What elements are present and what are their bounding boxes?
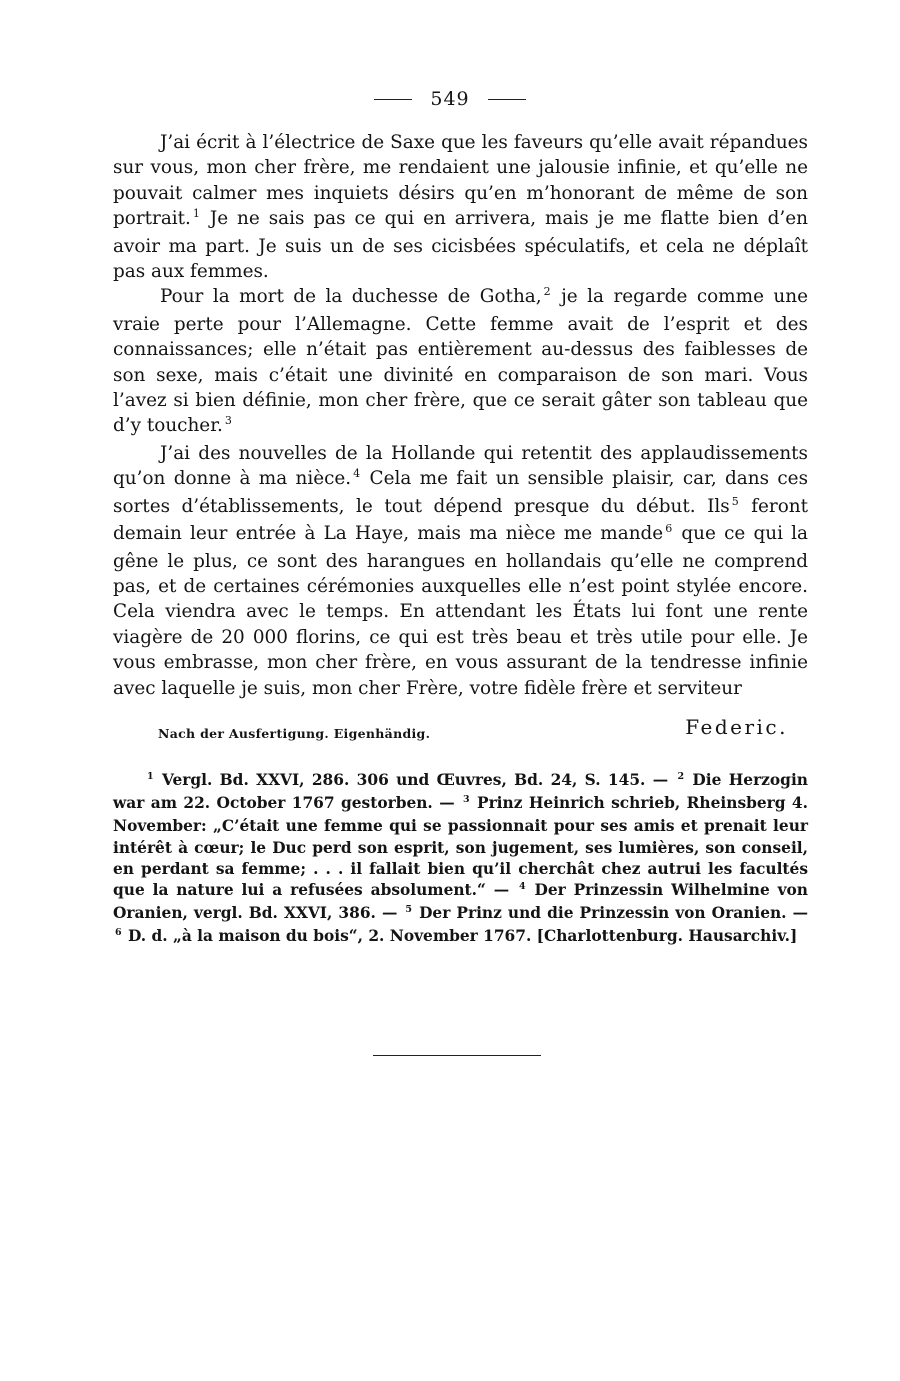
letter-body [113,130,808,701]
footnote-ref: 1 [192,207,200,221]
footnote-marker: 1 [147,771,154,782]
paragraph-text: feront demain leur entrée à La Haye, mais ma nièce me mande [113,495,808,545]
footnote-marker: 5 [405,904,413,916]
paragraph-text: Pour la mort de la duchesse de Gotha, [160,286,542,308]
header-rule-right [488,99,526,100]
paragraph-1 [113,130,808,284]
source-note: Nach der Ausfertigung. Eigenhändig. [158,726,431,741]
end-rule [373,1055,541,1056]
footnote-text: Prinz Heinrich schrieb, Rheinsberg 4. November: „C’était une femme qui se passionnait pour ses amis et prenait leur intérêt à cœur; le Duc perd son esprit, son jugement, ses lumières, son conseil, en perdant sa femme; . . . il fallait bien qu’il cherchât chez autrui les facultés que la nature lui a refusées absolument.“ — [113,794,808,900]
footnote-ref: 6 [665,522,673,536]
footnote-marker: 4 [519,881,526,893]
footnote-ref: 4 [353,467,361,481]
closing-row [158,715,788,745]
footnote-marker: 2 [677,771,685,782]
footnote-text: D. d. „à la maison du bois“, 2. November 1767. [Charlottenburg. Hausarchiv.] [122,927,798,946]
footnote-ref: 2 [543,285,551,299]
paragraph-text: J’ai des nouvelles de la Hollande qui retentit des applaudissements qu’on donne à ma nièce. [113,442,808,490]
footnotes [113,770,808,950]
page-number: 549 [430,88,470,110]
signature: Federic. [685,715,788,739]
footnote-block [113,770,808,950]
footnote-text: Vergl. Bd. XXVI, 286. 306 und Œuvres, Bd. 24, S. 145. — [154,771,676,789]
paragraph-2 [113,284,808,440]
footnote-text: Die Herzogin war am 22. October 1767 gestorben. — [113,771,808,813]
paragraph-3 [113,441,808,701]
footnote-ref: 5 [731,494,739,508]
paragraph-text: Je ne sais pas ce qui en arrivera, mais je me flatte bien d’en avoir ma part. Je suis un de ses cicisbées spéculatifs, et cela ne déplaît pas aux femmes. [113,208,808,283]
paragraph-text: J’ai écrit à l’électrice de Saxe que les faveurs qu’elle avait répandues sur vous, mon cher frère, me rendaient une jalousie infinie, et qu’elle ne pouvait calmer mes inquiets désirs qu’en m’honorant de même de son portrait. [113,132,808,230]
paragraph-text: Cela me fait un sensible plaisir, car, dans ces sortes d’établissements, le tout dépend presque du début. Ils [113,468,809,517]
header-rule-left [374,99,412,100]
paragraph-text: je la regarde comme une vraie perte pour l’Allemagne. Cette femme avait de l’esprit et des connaissances; elle n’était pas entièrement au-dessus des faiblesses de son sexe, mais c’était une divinité en comparaison de son mari. Vous l’avez si bien définie, mon cher frère, que ce serait gâter son tableau que d’y toucher. [113,286,808,437]
page-header [0,88,900,110]
footnote-ref: 3 [224,414,232,428]
paragraph-text: que ce qui la gêne le plus, ce sont des harangues en hollandais qu’elle ne comprend pas, et de certaines cérémonies auxquelles elle n’est point stylée encore. Cela viendra avec le temps. En attendant les États lui font une rente viagère de 20 000 florins, ce qui est très beau et très utile pour elle. Je vous embrasse, mon cher frère, en vous assurant de la tendresse infinie avec laquelle je suis, mon cher Frère, votre fidèle frère et serviteur [113,523,808,699]
footnote-text: Der Prinz und die Prinzessin von Oranien. — [413,904,808,923]
footnote-text: Der Prinzessin Wilhelmine von Oranien, vergl. Bd. XXVI, 386. — [113,881,808,923]
footnote-marker: 6 [115,927,122,939]
footnote-marker: 3 [462,794,470,806]
